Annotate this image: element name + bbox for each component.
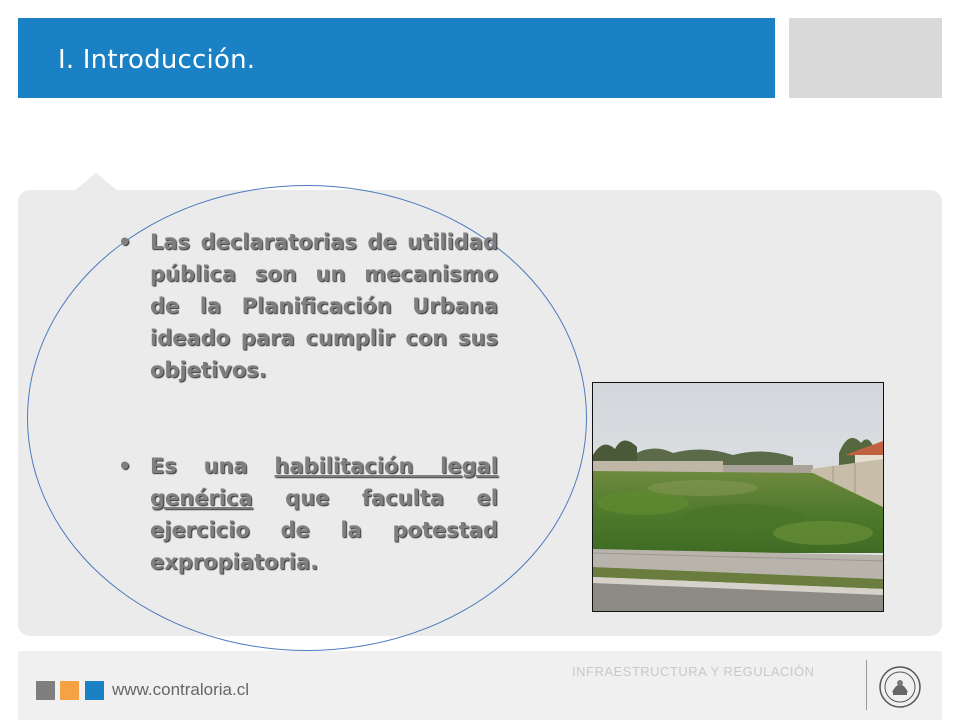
title-bar xyxy=(18,18,775,98)
footer-section-label: INFRAESTRUCTURA Y REGULACIÓN xyxy=(572,664,815,679)
underlined-term: habilitación legal genérica xyxy=(150,454,498,510)
bullet-list xyxy=(118,226,498,578)
bullet-dot-icon: • xyxy=(118,454,132,478)
bullet-item-1 xyxy=(118,226,498,386)
footer-url: www.contraloria.cl xyxy=(112,680,249,699)
contraloria-seal-icon xyxy=(878,665,922,709)
footer-square-blue xyxy=(85,681,104,700)
footer-square-orange xyxy=(60,681,79,700)
bullet-dot-icon: • xyxy=(118,230,132,254)
footer-divider xyxy=(866,660,867,710)
callout-notch xyxy=(74,173,118,191)
slide-title: I. Introducción. xyxy=(58,45,256,75)
bullet-item-2 xyxy=(118,450,498,578)
bullet-text: que faculta el ejercicio de la potestad expropiatoria. xyxy=(150,486,498,574)
vacant-lot-photo xyxy=(592,382,884,612)
footer-square-gray xyxy=(36,681,55,700)
vacant-lot-photo-image xyxy=(593,383,883,611)
bullet-text: Es una xyxy=(150,454,275,478)
bullet-text: Las declaratorias de utilidad pública son un mecanismo de la Planificación Urbana ideado para cumplir con sus objetivos. xyxy=(150,230,498,382)
header-gray-block xyxy=(789,18,942,98)
